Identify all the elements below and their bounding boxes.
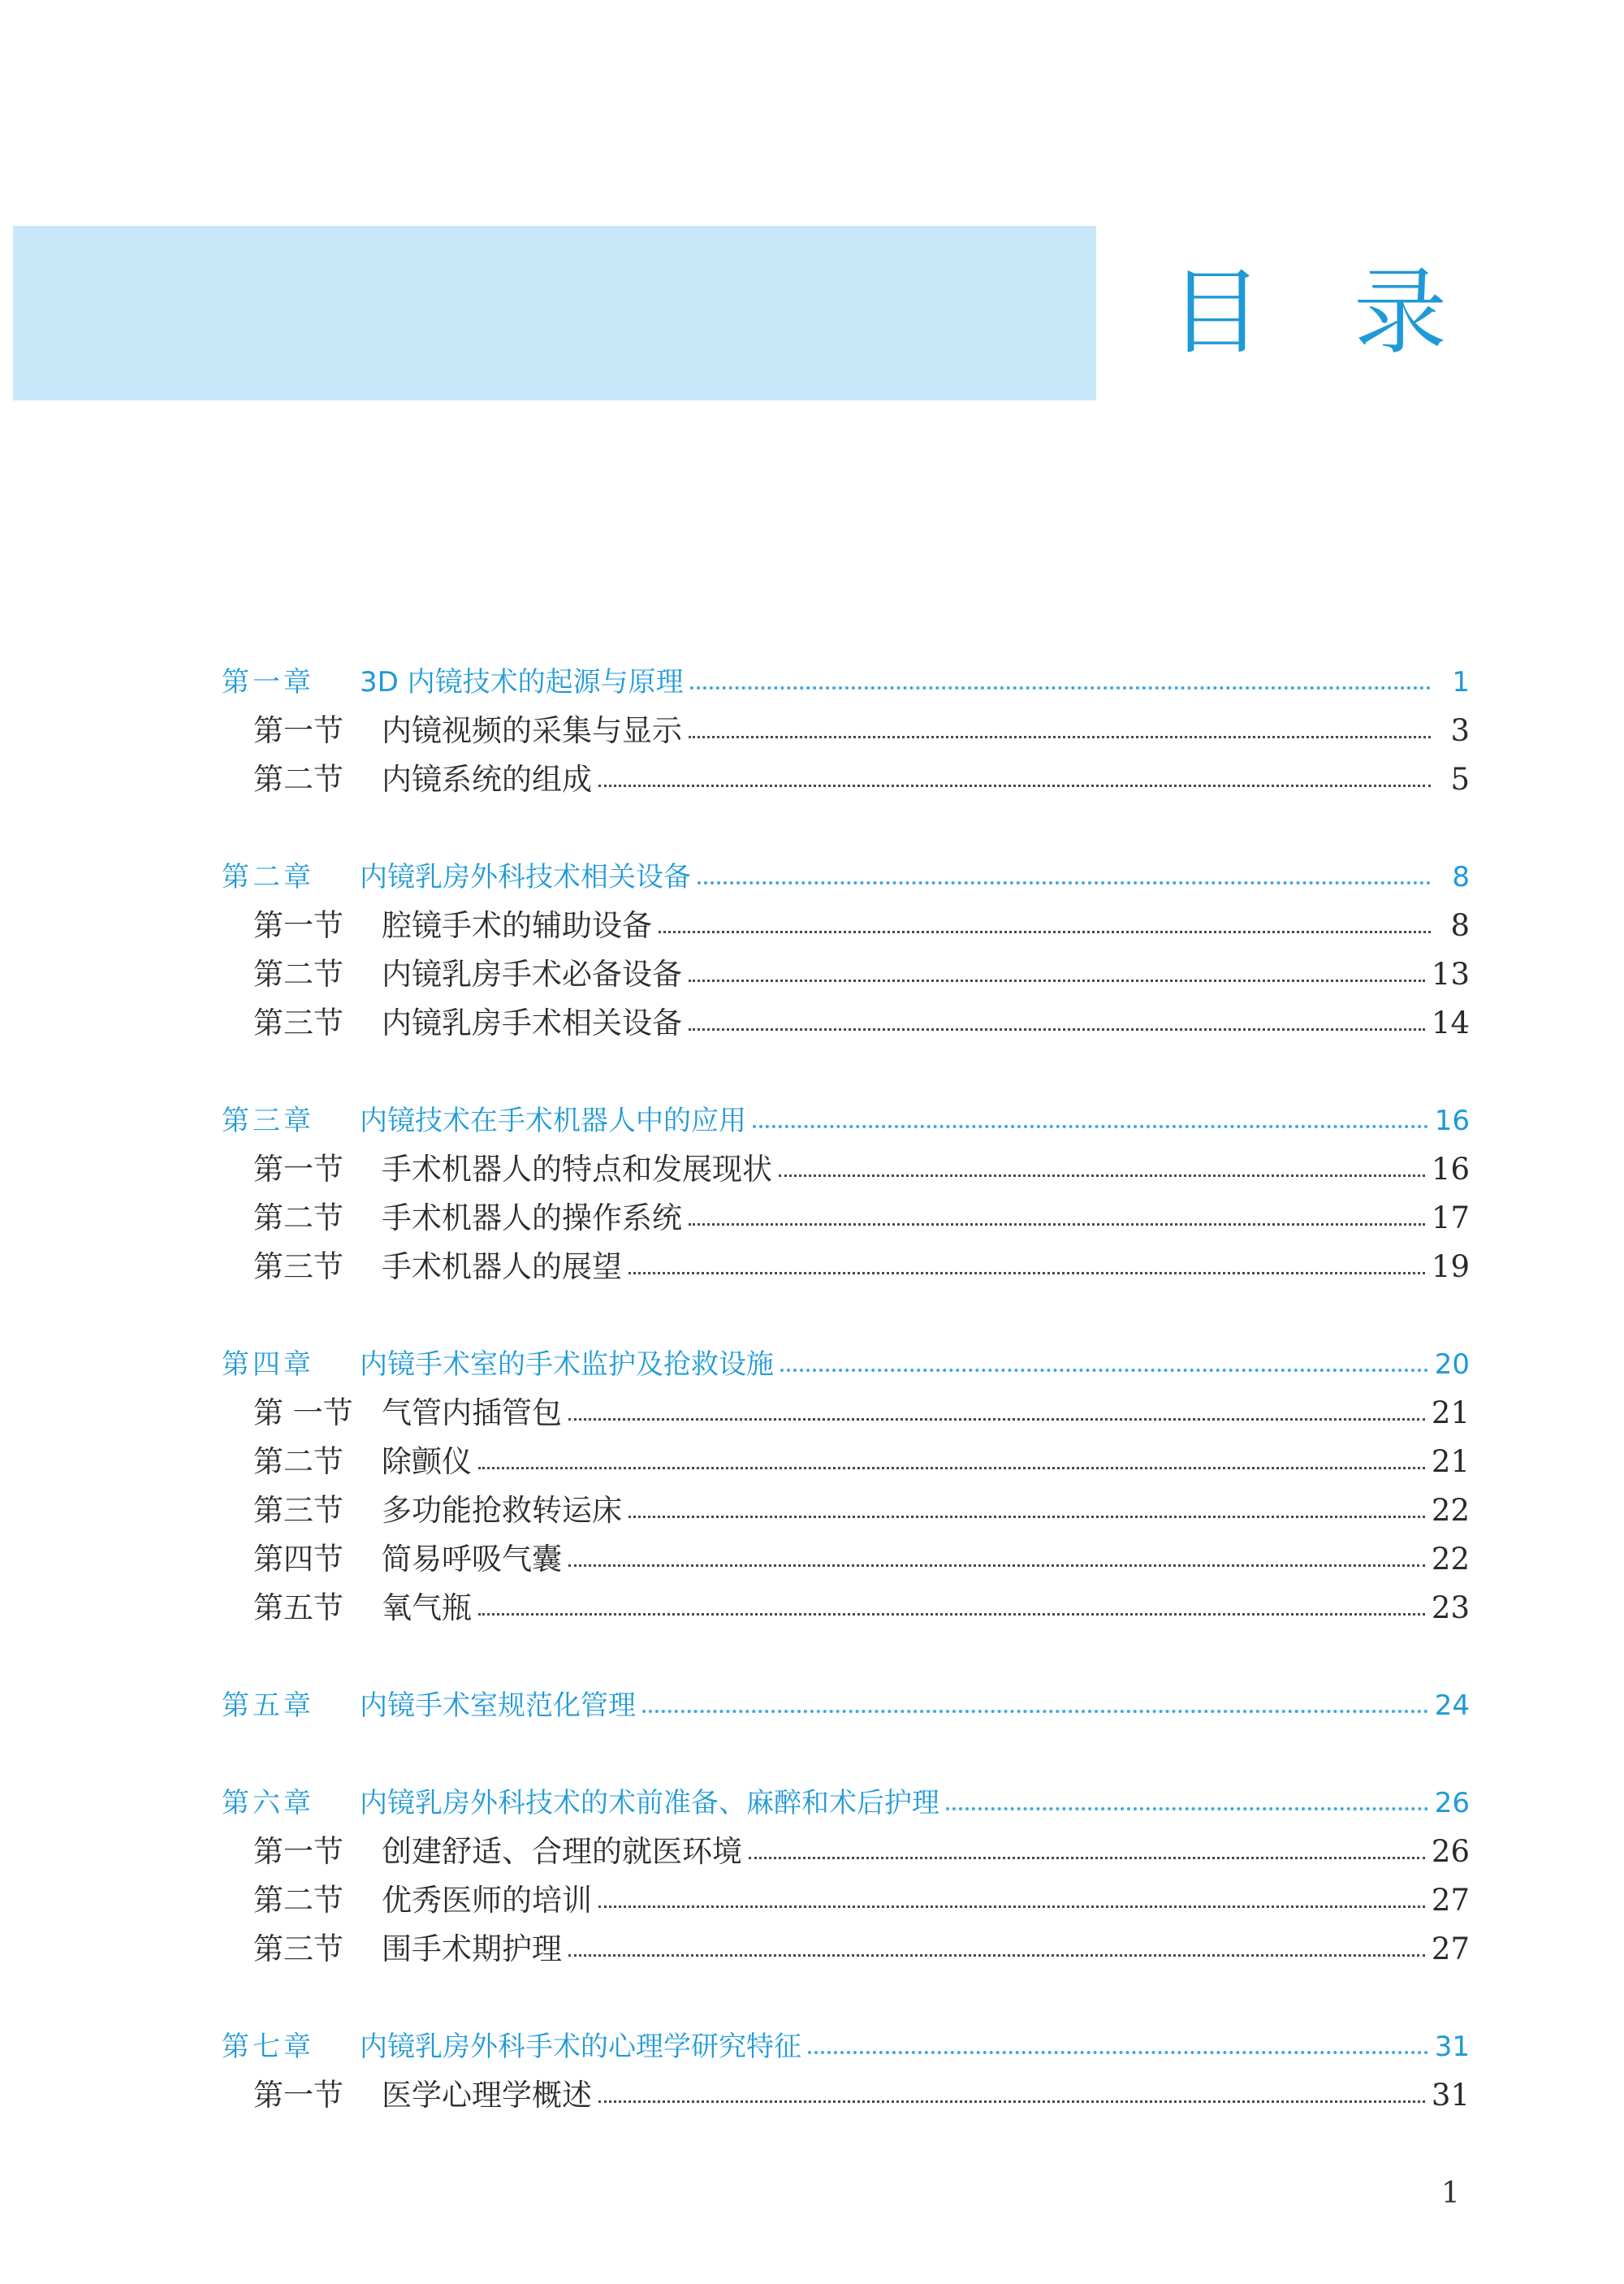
section-label: 第三节 [253, 1249, 343, 1284]
section-page: 5 [1450, 762, 1470, 797]
toc-chapter[interactable] [0, 1779, 1624, 1828]
dot-leader [689, 1222, 1425, 1226]
section-page: 8 [1450, 908, 1470, 943]
section-title: 创建舒适、合理的就医环境 [382, 1834, 742, 1869]
dot-leader [749, 1855, 1425, 1859]
chapter-page: 8 [1452, 861, 1470, 893]
chapter-title: 内镜手术室的手术监护及抢救设施 [360, 1348, 774, 1381]
toc-section[interactable] [0, 1828, 1624, 1876]
chapter-title: 内镜乳房外科手术的心理学研究特征 [360, 2031, 801, 2063]
dot-leader [628, 1270, 1425, 1274]
dot-leader [598, 2099, 1425, 2103]
section-label: 第三节 [253, 1931, 343, 1966]
section-page: 13 [1431, 957, 1470, 992]
section-label: 第五节 [253, 1590, 343, 1625]
dot-leader [946, 1806, 1428, 1810]
section-title: 内镜视频的采集与显示 [382, 713, 682, 748]
chapter-label: 第七章 [222, 2031, 314, 2063]
chapter-page: 1 [1452, 666, 1470, 699]
section-title: 除颤仪 [382, 1444, 472, 1479]
section-label: 第二节 [253, 762, 343, 797]
dot-leader [568, 1417, 1425, 1421]
toc-section[interactable] [0, 1535, 1624, 1584]
section-page: 23 [1431, 1590, 1470, 1625]
section-page: 31 [1431, 2078, 1470, 2113]
section-title: 医学心理学概述 [382, 2078, 592, 2113]
chapter-label: 第一章 [222, 666, 314, 699]
dot-leader [780, 1367, 1428, 1372]
toc-chapter[interactable] [0, 1097, 1624, 1145]
toc-section[interactable] [0, 1194, 1624, 1243]
toc-section[interactable] [0, 1486, 1624, 1535]
chapter-page: 20 [1434, 1348, 1470, 1381]
section-title: 气管内插管包 [382, 1395, 562, 1430]
dot-leader [598, 783, 1431, 787]
chapter-label: 第四章 [222, 1348, 314, 1381]
dot-leader [568, 1953, 1425, 1957]
dot-leader [698, 880, 1431, 885]
chapter-label: 第二章 [222, 861, 314, 893]
title-char: 录 [1354, 258, 1448, 367]
section-title: 优秀医师的培训 [382, 1883, 592, 1918]
toc-chapter[interactable] [0, 658, 1624, 707]
toc-chapter[interactable] [0, 1340, 1624, 1389]
page-title [1169, 260, 1447, 366]
section-label: 第一节 [253, 2078, 343, 2113]
section-page: 17 [1431, 1200, 1470, 1235]
chapter-page: 24 [1434, 1689, 1470, 1722]
chapter-title: 内镜乳房外科技术相关设备 [360, 861, 691, 893]
dot-leader [478, 1611, 1425, 1616]
chapter-label: 第六章 [222, 1787, 314, 1819]
section-label: 第三节 [253, 1006, 343, 1040]
page-number: 1 [1441, 2177, 1460, 2210]
toc-section[interactable] [0, 1438, 1624, 1486]
dot-leader [690, 685, 1431, 690]
section-title: 氧气瓶 [382, 1590, 472, 1625]
section-title: 多功能抢救转运床 [382, 1493, 622, 1528]
toc-section[interactable] [0, 902, 1624, 950]
dot-leader [808, 2049, 1428, 2054]
toc-section[interactable] [0, 707, 1624, 755]
toc-section[interactable] [0, 2071, 1624, 2120]
dot-leader [689, 734, 1431, 738]
toc-section[interactable] [0, 1584, 1624, 1633]
section-page: 16 [1431, 1152, 1470, 1187]
toc-section[interactable] [0, 999, 1624, 1048]
chapter-label: 第三章 [222, 1105, 314, 1137]
section-label: 第一节 [253, 713, 343, 748]
section-title: 内镜乳房手术相关设备 [382, 1006, 682, 1040]
section-label: 第 一节 [253, 1395, 353, 1430]
section-label: 第一节 [253, 908, 343, 943]
chapter-title: 内镜乳房外科技术的术前准备、麻醉和术后护理 [360, 1787, 939, 1819]
section-page: 27 [1431, 1883, 1470, 1918]
toc-section[interactable] [0, 1925, 1624, 1974]
toc-section[interactable] [0, 1145, 1624, 1194]
title-char: 目 [1169, 258, 1263, 367]
toc-section[interactable] [0, 1876, 1624, 1925]
section-title: 内镜系统的组成 [382, 762, 592, 797]
dot-leader [598, 1904, 1425, 1908]
chapter-page: 31 [1434, 2031, 1470, 2063]
dot-leader [753, 1123, 1428, 1128]
toc-section[interactable] [0, 950, 1624, 999]
toc-chapter[interactable] [0, 1681, 1624, 1730]
section-label: 第三节 [253, 1493, 343, 1528]
section-page: 27 [1431, 1931, 1470, 1966]
section-title: 手术机器人的展望 [382, 1249, 622, 1284]
section-page: 14 [1431, 1006, 1470, 1040]
dot-leader [568, 1563, 1425, 1567]
section-label: 第一节 [253, 1834, 343, 1869]
section-label: 第四节 [253, 1542, 343, 1577]
section-title: 腔镜手术的辅助设备 [382, 908, 652, 943]
section-page: 3 [1450, 713, 1470, 748]
section-title: 简易呼吸气囊 [382, 1542, 562, 1577]
section-label: 第二节 [253, 1444, 343, 1479]
section-page: 22 [1431, 1493, 1470, 1528]
section-page: 26 [1431, 1834, 1470, 1869]
section-page: 22 [1431, 1542, 1470, 1577]
dot-leader [628, 1514, 1425, 1518]
chapter-title: 内镜技术在手术机器人中的应用 [360, 1105, 746, 1137]
chapter-title: 3D 内镜技术的起源与原理 [360, 666, 684, 699]
section-label: 第二节 [253, 957, 343, 992]
chapter-title: 内镜手术室规范化管理 [360, 1689, 636, 1722]
toc-section[interactable] [0, 755, 1624, 804]
dot-leader [478, 1465, 1425, 1469]
dot-leader [779, 1173, 1425, 1177]
toc-section[interactable] [0, 1243, 1624, 1291]
chapter-label: 第五章 [222, 1689, 314, 1722]
dot-leader [659, 929, 1431, 933]
dot-leader [642, 1708, 1428, 1713]
dot-leader [689, 1027, 1425, 1031]
section-title: 手术机器人的操作系统 [382, 1200, 682, 1235]
chapter-page: 16 [1434, 1105, 1470, 1137]
section-page: 21 [1431, 1395, 1470, 1430]
toc-chapter[interactable] [0, 853, 1624, 902]
section-label: 第一节 [253, 1152, 343, 1187]
section-title: 内镜乳房手术必备设备 [382, 957, 682, 992]
table-of-contents [0, 658, 1624, 2120]
header-banner [13, 226, 1096, 400]
dot-leader [689, 978, 1425, 982]
section-label: 第二节 [253, 1200, 343, 1235]
section-title: 手术机器人的特点和发展现状 [382, 1152, 772, 1187]
section-label: 第二节 [253, 1883, 343, 1918]
chapter-page: 26 [1434, 1787, 1470, 1819]
section-page: 19 [1431, 1249, 1470, 1284]
toc-section[interactable] [0, 1389, 1624, 1438]
section-title: 围手术期护理 [382, 1931, 562, 1966]
section-page: 21 [1431, 1444, 1470, 1479]
toc-chapter[interactable] [0, 2022, 1624, 2071]
